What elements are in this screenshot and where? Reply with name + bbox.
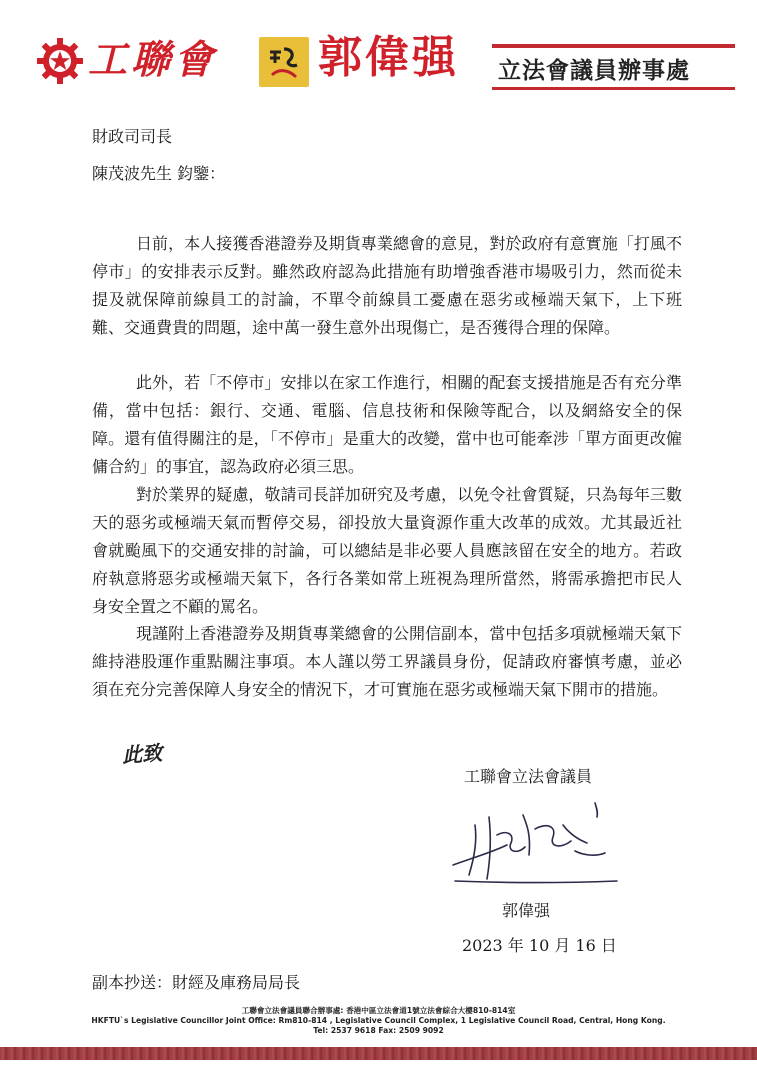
gear-star-logo-icon [36,37,84,85]
closing-phrase: 此致 [121,740,163,768]
footer-address-chinese: 工聯會立法會議員聯合辦事處: 香港中區立法會道1號立法會綜合大樓810-814室 [241,1006,516,1015]
footer-band [0,1047,757,1060]
party-logo [259,37,309,87]
member-name: 郭偉强 [318,32,459,83]
addressee-title: 財政司司長 [92,127,173,146]
carbon-copy-line: 副本抄送：財經及庫務局局長 [92,973,301,992]
header-rule-top [492,44,735,48]
letter-paragraph: 此外，若「不停市」安排以在家工作進行，相關的配套支援措施是否有充分準備，當中包括：銀行、交通、電腦、信息技術和保險等配合，以及網絡安全的保障。還有值得關注的是，「不停市」是重大的改變，當中也可能牽涉「單方面更改僱傭合約」的事宜，認為政府必須三思。 [92,373,682,476]
letterhead [0,0,757,110]
signer-name: 郭偉强 [502,901,551,920]
union-name: 工聯會 [88,38,218,83]
letter-paragraph: 對於業界的疑慮，敬請司長詳加研究及考慮，以免令社會質疑，只為每年三數天的惡劣或極端天氣而暫停交易，卻投放大量資源作重大改革的成效。尤其最近社會就颱風下的交通安排的討論，可以總結是非必要人員應該留在安全的地方。若政府執意將惡劣或極端天氣下，各行各業如常上班視為理所當然，將需承擔把市民人身安全置之不顧的罵名。 [92,485,682,616]
footer-address-english: HKFTU`s Legislative Councillor Joint Office: Rm810-814 , Legislative Council Complex, 1 Legislative Council Road, Central, Hong Kong. [91,1016,666,1025]
letter-paragraph: 日前，本人接獲香港證券及期貨專業總會的意見，對於政府有意實施「打風不停市」的安排表示反對。雖然政府認為此措施有助增強香港市場吸引力，然而從未提及就保障前線員工的討論，不單令前線員工憂慮在惡劣或極端天氣下，上下班難、交通費貴的問題，途中萬一發生意外出現傷亡，是否獲得合理的保障。 [92,234,682,337]
letter-date: 2023 年 10 月 16 日 [462,936,617,955]
footer-contact: Tel: 2537 9618 Fax: 2509 9092 [313,1026,444,1035]
office-name: 立法會議員辦事處 [498,58,690,84]
handwritten-signature [445,795,625,895]
addressee-name: 陳茂波先生 鈞鑒： [92,164,226,183]
letter-paragraph: 現謹附上香港證券及期貨專業總會的公開信副本，當中包括多項就極端天氣下維持港股運作重點關注事項。本人謹以勞工界議員身份，促請政府審慎考慮，並必須在充分完善保障人身安全的情況下，才可實施在惡劣或極端天氣下開市的措施。 [92,624,682,699]
signer-title: 工聯會立法會議員 [464,767,593,786]
header-rule-bottom [492,87,735,90]
party-logo-icon [259,37,309,87]
